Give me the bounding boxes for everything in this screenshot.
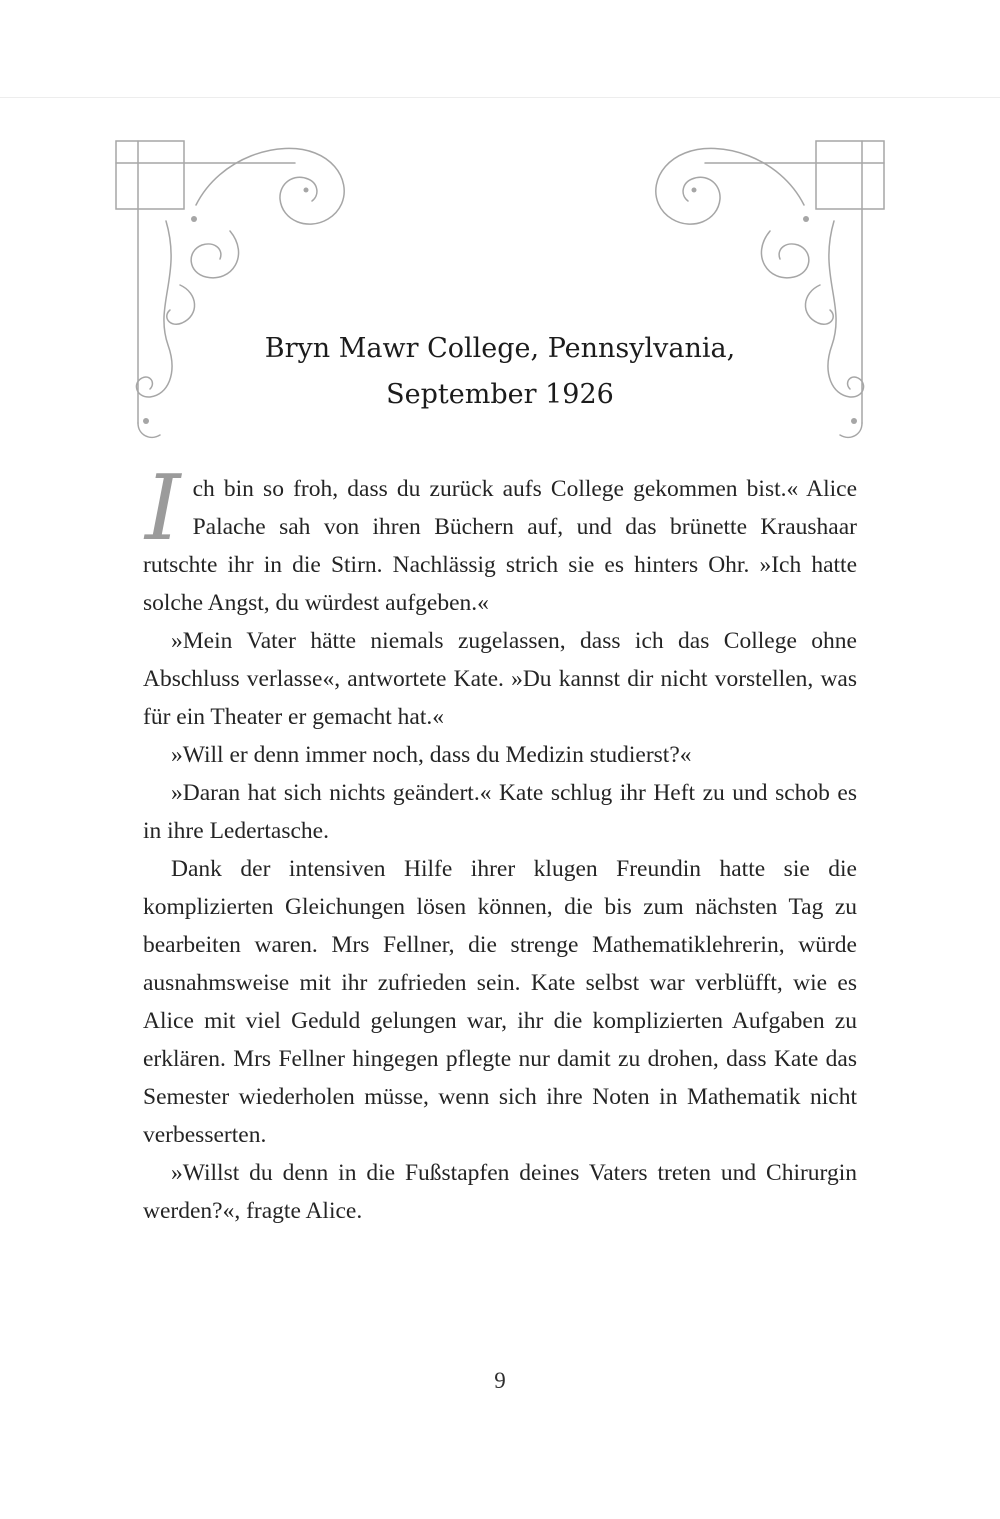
paragraph: »Will er denn immer noch, dass du Medizin studierst?« bbox=[171, 742, 692, 768]
paragraph: »Mein Vater hätte niemals zugelassen, dass ich das College ohne Abschluss verlasse«, antwortete Kate. »Du kannst dir nicht vorstellen, was für ein Theater er gemacht hat.« bbox=[143, 628, 857, 730]
paragraph: »Daran hat sich nichts geändert.« Kate schlug ihr Heft zu und schob es in ihre Ledertasche. bbox=[143, 780, 857, 844]
paragraph: »Willst du denn in die Fußstapfen deines Vaters treten und Chirurgin werden?«, fragte Alice. bbox=[143, 1160, 857, 1224]
page-body bbox=[143, 456, 857, 1230]
page-number: 9 bbox=[494, 1368, 506, 1393]
page-edge-divider bbox=[0, 97, 1000, 98]
paragraph bbox=[143, 456, 857, 622]
chapter-heading bbox=[0, 326, 1000, 418]
chapter-date-line: September 1926 bbox=[386, 379, 614, 410]
drop-cap: I bbox=[145, 456, 181, 561]
paragraph-text: ch bin so froh, dass du zurück aufs College gekommen bist.« Alice Palache sah von ihren Büchern auf, und das brünette Kraushaar rutschte ihr in die Stirn. Nachlässig strich sie es hinters Ohr. »Ich hatte solche Angst, du würdest aufgeben.« bbox=[143, 476, 857, 616]
paragraph: Dank der intensiven Hilfe ihrer klugen Freundin hatte sie die komplizierten Gleichungen lösen können, die bis zum nächsten Tag zu bearbeiten waren. Mrs Fellner, die strenge Mathematiklehrerin, würde ausnahmsweise mit ihr zufrieden sein. Kate selbst war verblüfft, wie es Alice mit viel Geduld gelungen war, ihr die komplizierten Aufgaben zu erklären. Mrs Fellner hingegen pflegte nur damit zu drohen, dass Kate das Semester wiederholen müsse, wenn sich ihre Noten in Mathematik nicht verbesserten. bbox=[143, 856, 857, 1148]
chapter-location-line: Bryn Mawr College, Pennsylvania, bbox=[264, 333, 736, 364]
